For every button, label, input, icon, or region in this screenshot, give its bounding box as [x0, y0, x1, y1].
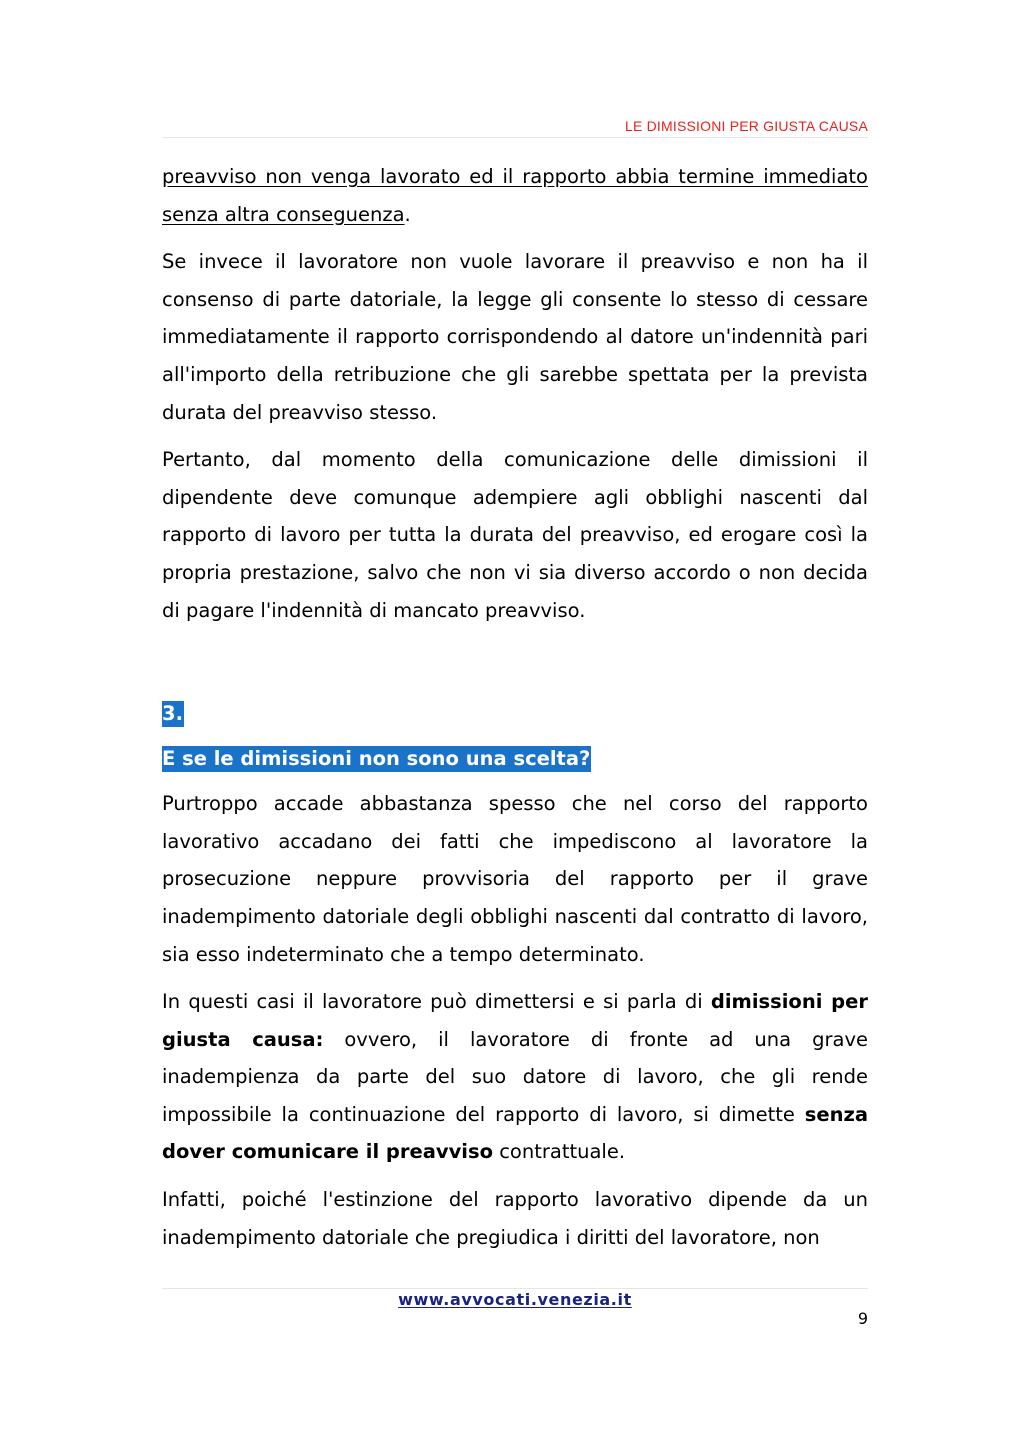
bold-text: dimissioni per giusta causa: — [162, 990, 868, 1051]
page-number: 9 — [857, 1309, 868, 1328]
paragraph — [162, 983, 868, 1171]
paragraph: Pertanto, dal momento della comunicazione delle dimissioni il dipendente deve comunque adempiere agli obblighi nascenti dal rapporto di lavoro per tutta la durata del preavviso, ed erogare così la propria prestazione, salvo che non vi sia diverso accordo o non decida di pagare l'indennità di mancato preavviso. — [162, 448, 868, 622]
paragraph-text: ovvero, il lavoratore di fronte ad una grave inadempienza da parte del suo datore di lavoro, che gli rende impossibile la continuazione del rapporto di lavoro, si dimette — [162, 1027, 868, 1126]
paragraph-text: contrattuale. — [493, 1140, 626, 1164]
paragraph: Purtroppo accade abbastanza spesso che nel corso del rapporto lavorativo accadano dei fatti che impediscono al lavoratore la prosecuzione neppure provvisoria del rapporto per il grave inadempimento datoriale degli obblighi nascenti dal contratto di lavoro, sia esso indeterminato che a tempo determinato. — [162, 792, 868, 966]
body-text — [162, 158, 868, 1266]
underlined-text: preavviso non venga lavorato ed il rapporto abbia termine immediato senza altra conseguenza — [162, 165, 868, 226]
section-title: E se le dimissioni non sono una scelta? — [162, 747, 591, 771]
running-header: LE DIMISSIONI PER GIUSTA CAUSA — [624, 118, 868, 134]
section-heading — [162, 691, 868, 781]
paragraph-end-punctuation: . — [404, 202, 411, 226]
paragraph-continued — [162, 158, 868, 233]
paragraph-text: In questi casi il lavoratore può dimettersi e si parla di — [162, 990, 711, 1014]
header-divider — [162, 137, 868, 138]
bold-text: senza dover comunicare il preavviso — [162, 1102, 868, 1164]
section-number: 3. — [162, 702, 183, 726]
website-link[interactable]: www.avvocati.venezia.it — [398, 1290, 632, 1309]
paragraph: Se invece il lavoratore non vuole lavorare il preavviso e non ha il consenso di parte datoriale, la legge gli consente lo stesso di cessare immediatamente il rapporto corrispondendo al datore un'indennità pari all'importo della retribuzione che gli sarebbe spettata per la prevista durata del preavviso stesso. — [162, 250, 868, 424]
footer-divider — [162, 1288, 868, 1289]
paragraph: Infatti, poiché l'estinzione del rapporto lavorativo dipende da un inadempimento datoriale che pregiudica i diritti del lavoratore, non — [162, 1188, 868, 1249]
